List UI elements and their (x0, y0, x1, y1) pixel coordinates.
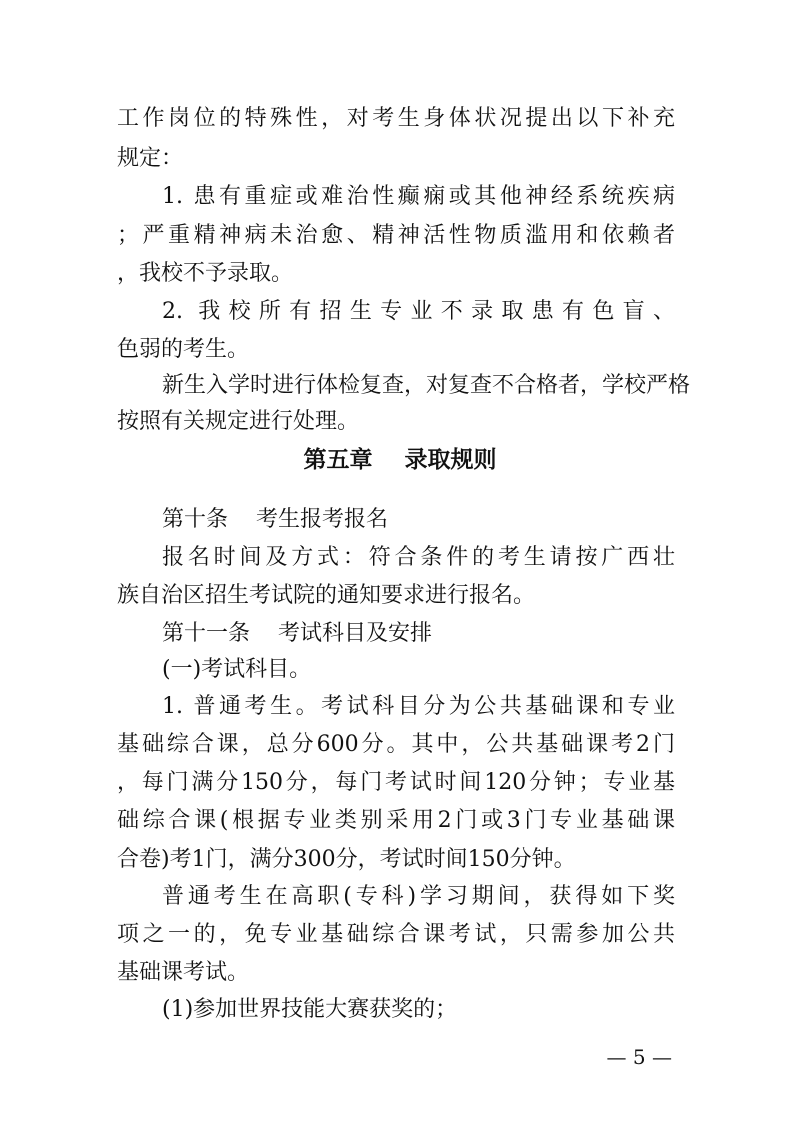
exempt-item-1: (1)参加世界技能大赛获奖的； (162, 997, 458, 1022)
recheck-line-2: 按照有关规定进行处理。 (117, 409, 360, 434)
exempt-line-3: 基础课考试。 (117, 960, 250, 985)
recheck-line-1: 新生入学时进行体检复查，对复查不合格者，学校严格 (162, 373, 691, 398)
general-line-5: 合卷)考1门，满分300分，考试时间150分钟。 (117, 847, 576, 872)
exempt-line-2: 项之一的，免专业基础综合课考试，只需参加公共 (117, 922, 675, 947)
exempt-line-1: 普通考生在高职(专科)学习期间，获得如下奖 (162, 884, 675, 909)
general-line-3: ，每门满分150分，每门考试时间120分钟；专业基 (117, 770, 675, 795)
article-10-title: 第十条 考生报考报名 (162, 507, 388, 532)
general-line-4: 础综合课(根据专业类别采用2门或3门专业基础课 (117, 808, 675, 833)
item-1-line-2: ；严重精神病未治愈、精神活性物质滥用和依赖者 (117, 223, 675, 248)
item-1-line-3: ，我校不予录取。 (117, 261, 294, 286)
article-10-line-2: 族自治区招生考试院的通知要求进行报名。 (117, 583, 536, 608)
article-11-title: 第十一条 考试科目及安排 (162, 621, 432, 646)
article-10-line-1: 报名时间及方式：符合条件的考生请按广西壮 (162, 545, 675, 570)
general-line-2: 基础综合课，总分600分。其中，公共基础课考2门 (117, 732, 675, 757)
item-2-line-2: 色弱的考生。 (117, 337, 250, 362)
intro-line-2: 规定： (117, 146, 184, 171)
intro-line-1: 工作岗位的特殊性，对考生身体状况提出以下补充 (117, 106, 675, 131)
item-2-line-1: 2. 我校所有招生专业不录取患有色盲、 (162, 299, 675, 324)
subsection-1: (一)考试科目。 (162, 657, 312, 682)
chapter-heading: 第五章 录取规则 (303, 447, 497, 473)
item-1-line-1: 1. 患有重症或难治性癫痫或其他神经系统疾病 (162, 184, 675, 209)
general-line-1: 1. 普通考生。考试科目分为公共基础课和专业 (162, 694, 675, 719)
page-number: — 5 — (606, 1045, 672, 1069)
